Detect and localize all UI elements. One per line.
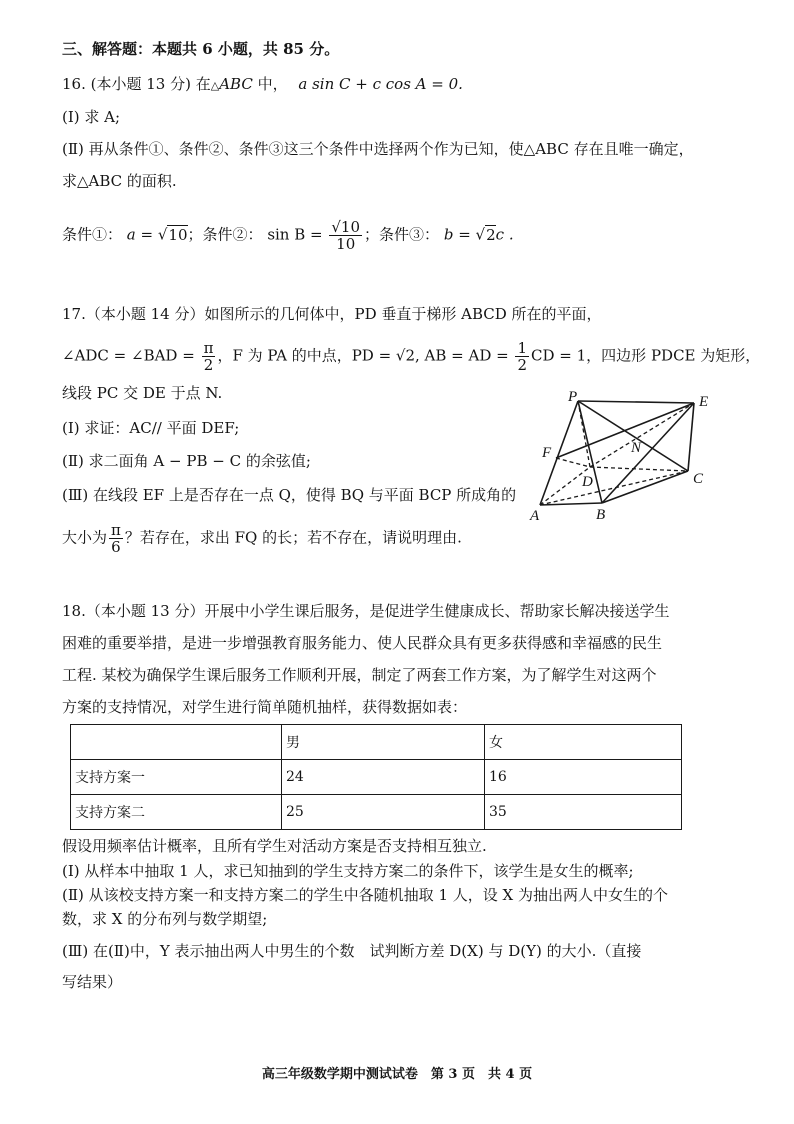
table-cell: 16 [485, 760, 682, 795]
q17-part3-line2 [62, 522, 462, 555]
table-cell: 支持方案一 [71, 760, 282, 795]
pi-over-2-fraction [202, 340, 216, 373]
pi-over-6-fraction [109, 522, 123, 555]
condition2-label: ；条件②： [187, 225, 263, 244]
edge-PD [578, 401, 590, 467]
edge-DC [590, 467, 688, 471]
q16-mid: 中， [252, 75, 288, 93]
edge-AC [540, 471, 688, 505]
condition3-lhs: b = [443, 225, 476, 244]
q17-length-conditions: ，F 为 PA 的中点，PD = √2, AB = AD = [217, 346, 514, 365]
label-A: A [530, 508, 540, 524]
table-row [71, 795, 682, 830]
condition2-fraction [329, 219, 362, 252]
q17-angle-condition: ∠ADC = ∠BAD = [62, 346, 200, 365]
condition3-tail: c . [495, 225, 514, 244]
label-C: C [693, 471, 704, 487]
edge-BC [602, 471, 688, 503]
edge-PE [578, 401, 694, 403]
q18-part1: (Ⅰ) 从样本中抽取 1 人，求已知抽到的学生支持方案二的条件下，该学生是女生的概率; [62, 862, 634, 880]
q18-part3-line2: 写结果） [62, 973, 123, 991]
triangle-name: ABC [219, 75, 253, 93]
edge-DE [590, 403, 694, 467]
condition2-lhs: sin B = [267, 225, 328, 244]
q16-conditions: 条件①： a = √10；条件②： sin B = $\frac{√10}{10}$ ；条件③： b = √2c . [62, 218, 514, 253]
q17-line3: 线段 PC 交 DE 于点 N. [62, 384, 223, 402]
edge-EC [688, 403, 694, 471]
q18-line2: 困难的重要举措，是进一步增强教育服务能力、使人民群众具有更多获得感和幸福感的民生 [62, 634, 663, 652]
q18-line3: 工程. 某校为确保学生课后服务工作顺利开展，制定了两套工作方案，为了解学生对这两个 [62, 666, 657, 684]
fraction-denominator: 2 [517, 356, 528, 374]
q17-part1: (Ⅰ) 求证：AC// 平面 DEF; [62, 419, 240, 437]
q17-part3-line1: (Ⅲ) 在线段 EF 上是否存在一点 Q，使得 BQ 与平面 BCP 所成角的 [62, 486, 517, 504]
q16-prefix: 16. (本小题 13 分) 在 [62, 75, 211, 93]
page-footer: 高三年级数学期中测试试卷 第 3 页 共 4 页 [261, 1067, 533, 1082]
edge-EF [556, 403, 694, 458]
q16-stem [62, 73, 463, 97]
fraction-denominator: 2 [203, 356, 214, 374]
q18-line4: 方案的支持情况，对学生进行简单随机抽样，获得数据如表： [62, 698, 468, 716]
fraction-numerator: 1 [517, 339, 528, 357]
table-header-row [71, 725, 682, 760]
q16-part2-line1: (Ⅱ) 再从条件①、条件②、条件③这三个条件中选择两个作为已知，使△ABC 存在且唯一确定， [62, 140, 694, 158]
fraction-numerator: π [203, 339, 214, 357]
table-header-cell: 女 [485, 725, 682, 760]
q16-part2-line2: 求△ABC 的面积. [62, 172, 177, 190]
section-header: 三、解答题：本题共 6 小题，共 85 分。 [62, 40, 340, 58]
condition3-label: ；条件③： [364, 225, 440, 244]
edge-FD [556, 458, 590, 467]
q17-part3-prefix: 大小为 [62, 528, 108, 547]
q18-part2-line2: 数，求 X 的分布列与数学期望; [62, 910, 268, 928]
table-cell: 24 [282, 760, 485, 795]
table-cell: 支持方案二 [71, 795, 282, 830]
table-header-cell: 男 [282, 725, 485, 760]
one-half-fraction [515, 340, 529, 373]
label-N: N [631, 440, 642, 456]
q18-assumption: 假设用频率估计概率，且所有学生对活动方案是否支持相互独立. [62, 837, 487, 855]
q18-part3-line1: (Ⅲ) 在(Ⅱ)中，Y 表示抽出两人中男生的个数 试判断方差 D(X) 与 D(Y) 的大小.（直接 [62, 942, 642, 960]
q17-line1: 17.（本小题 14 分）如图所示的几何体中，PD 垂直于梯形 ABCD 所在的平面， [62, 305, 602, 323]
hidden-edges [540, 401, 694, 505]
fraction-numerator: π [111, 521, 121, 539]
table-header-cell [71, 725, 282, 760]
q16-part1: (Ⅰ) 求 A; [62, 108, 121, 126]
support-data-table [70, 724, 682, 830]
solid-edges [540, 401, 694, 505]
condition1-lhs: a = [126, 225, 158, 244]
q17-part3-suffix: ？若存在，求出 FQ 的长；若不存在，请说明理由. [124, 528, 462, 547]
q17-rectangle-condition: CD = 1，四边形 PDCE 为矩形， [531, 346, 761, 365]
geometry-figure [528, 385, 718, 525]
condition3-radicand: 2 [486, 225, 496, 244]
triangle-symbol: △ [210, 79, 220, 92]
label-D: D [582, 474, 593, 490]
fraction-numerator: √10 [331, 218, 361, 236]
q18-line1: 18.（本小题 13 分）开展中小学生课后服务，是促进学生健康成长、帮助家长解决接送学生 [62, 602, 670, 620]
label-P: P [568, 389, 578, 405]
table-row [71, 760, 682, 795]
table-cell: 35 [485, 795, 682, 830]
fraction-denominator: 10 [336, 235, 356, 253]
q17-line2 [62, 340, 760, 373]
label-B: B [596, 507, 606, 523]
fraction-denominator: 6 [111, 538, 121, 556]
table-cell: 25 [282, 795, 485, 830]
q18-part2-line1: (Ⅱ) 从该校支持方案一和支持方案二的学生中各随机抽取 1 人，设 X 为抽出两人中女生的个 [62, 886, 668, 904]
condition1-label: 条件①： [62, 225, 123, 244]
condition1-radicand: 10 [168, 225, 188, 244]
label-E: E [699, 394, 709, 410]
q17-part2: (Ⅱ) 求二面角 A − PB − C 的余弦值; [62, 452, 311, 470]
q16-equation: a sin C + c cos A = 0. [298, 75, 463, 93]
label-F: F [542, 445, 552, 461]
